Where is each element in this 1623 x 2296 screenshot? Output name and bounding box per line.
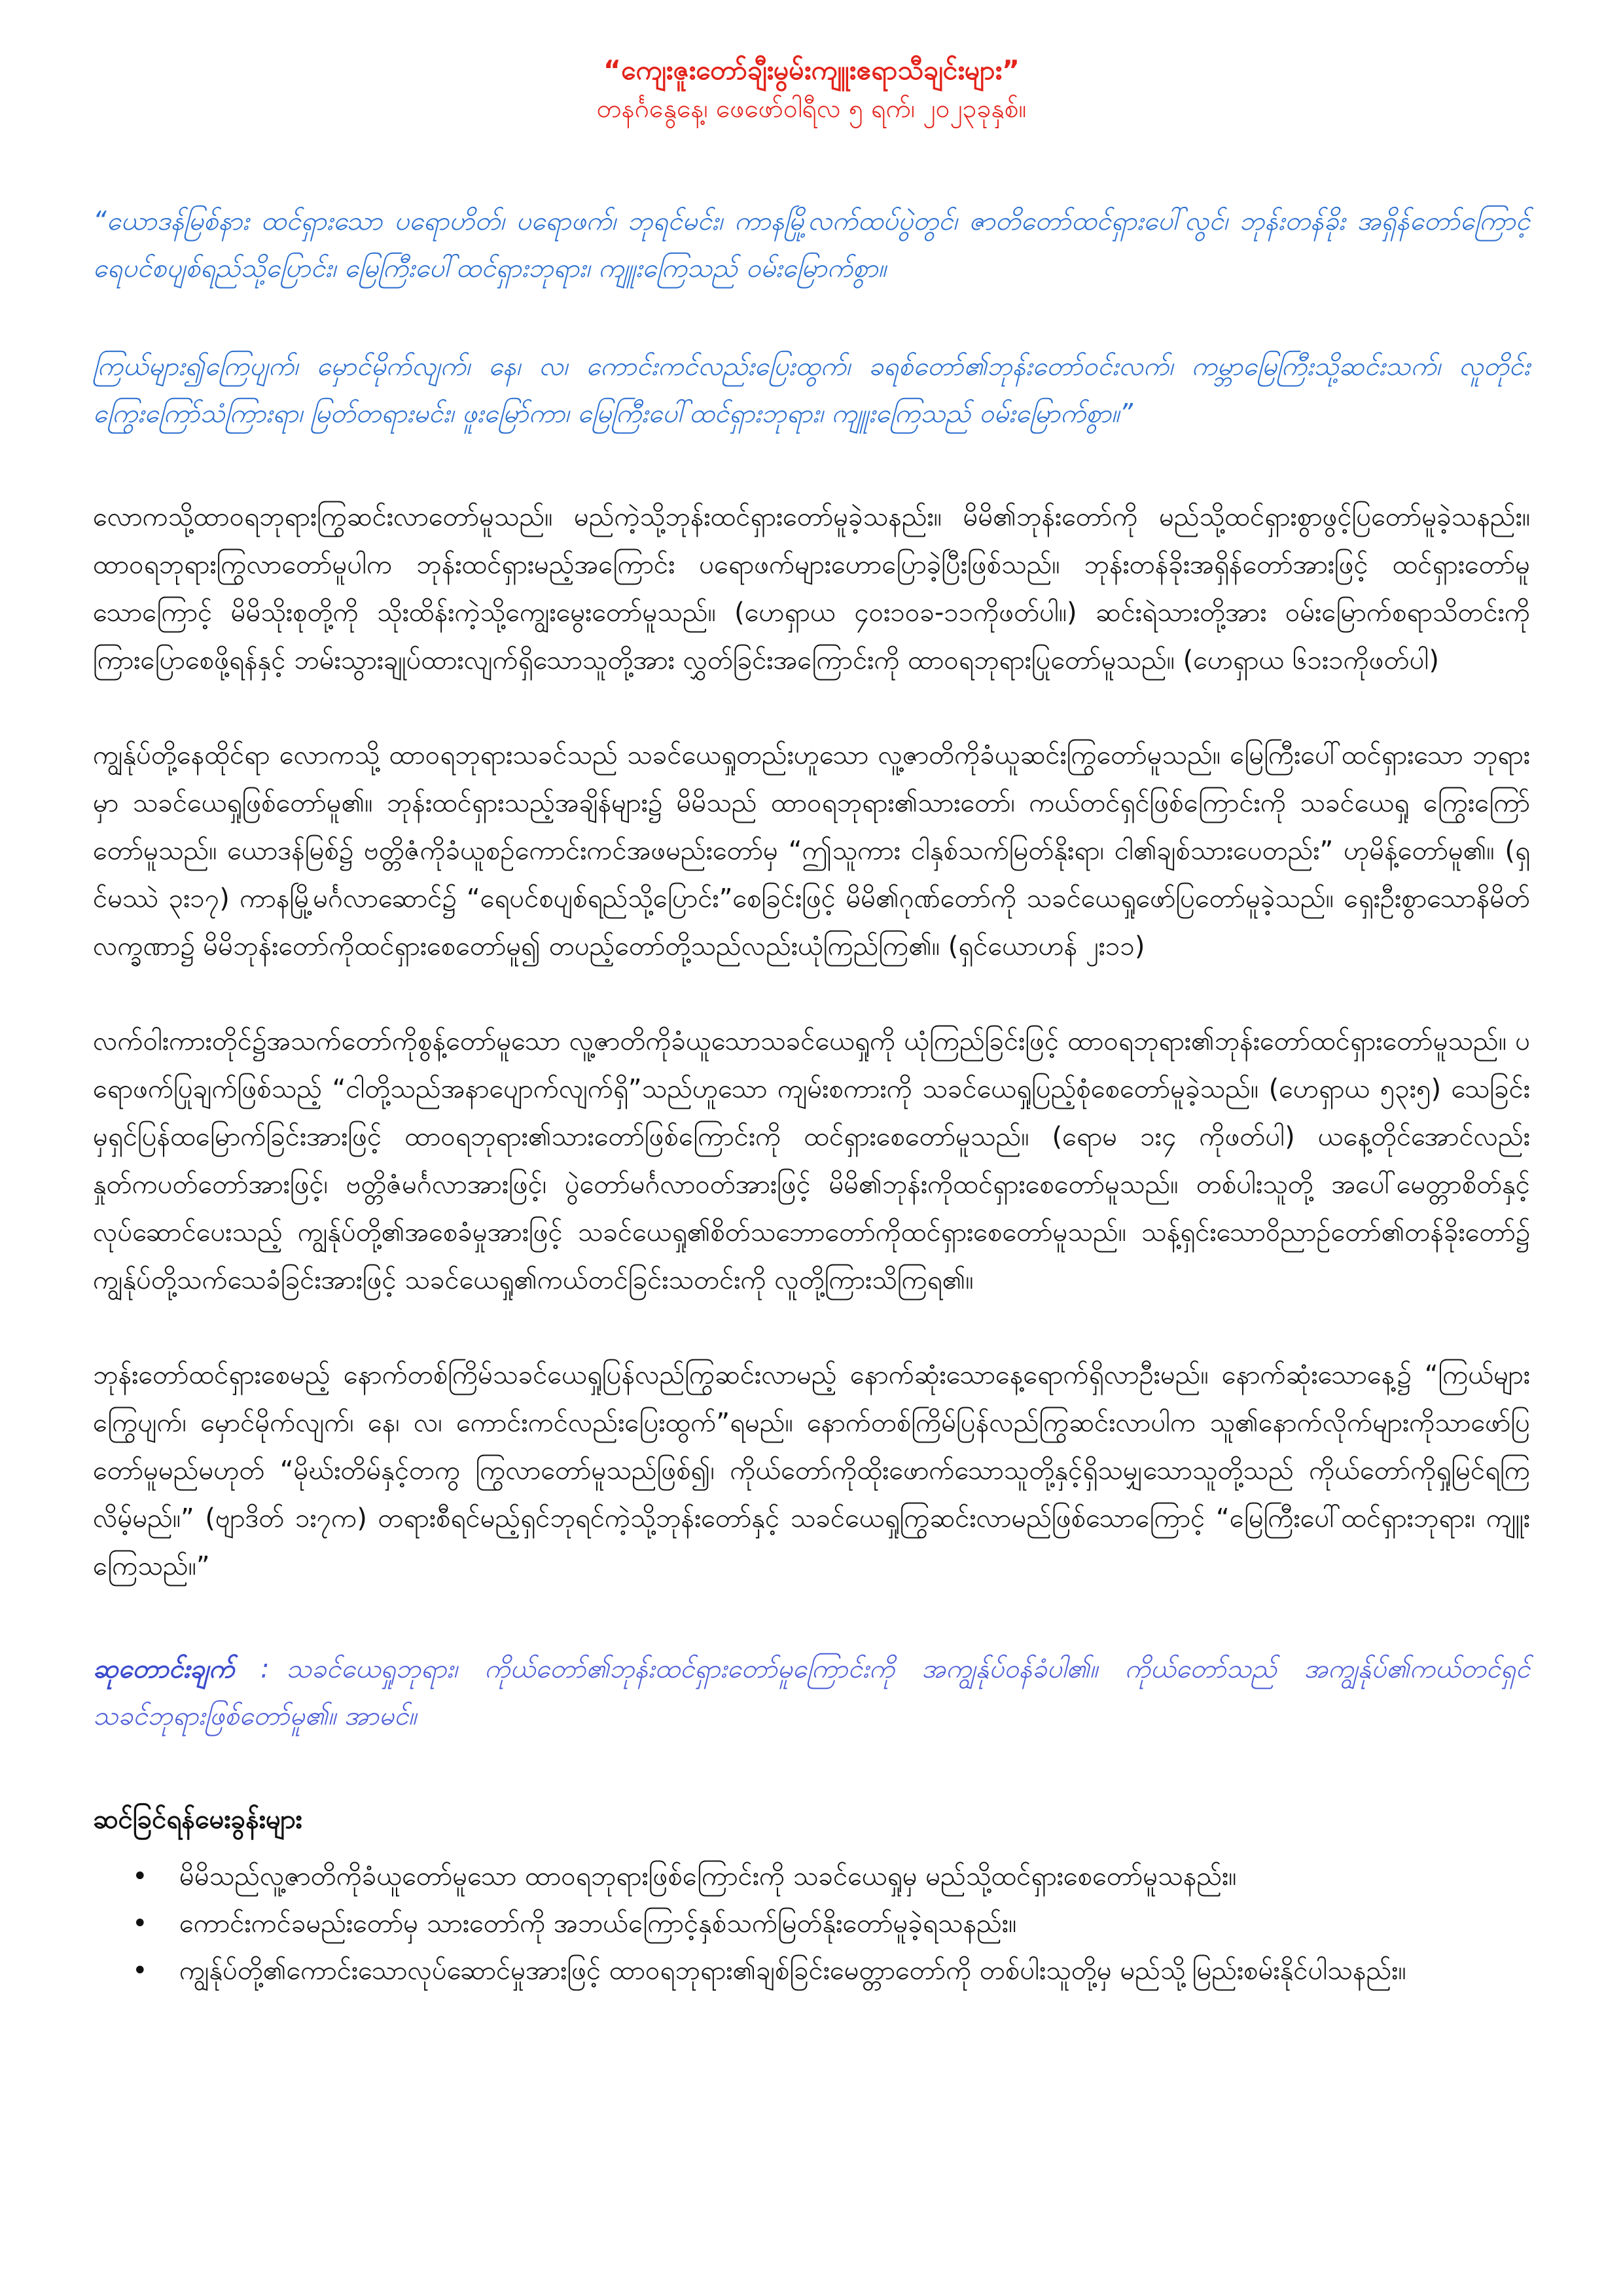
page-title: “ကျေးဇူးတော်ချီးမွမ်းကျူးဧရာသီချင်းများ” — [603, 54, 1020, 86]
question-text: ကောင်းကင်ခမည်းတော်မှ သားတော်ကို အဘယ်ကြောင့်နှစ်သက်မြတ်နိုးတော်မူခဲ့ရသနည်း။ — [179, 1908, 1017, 1939]
question-text: ကျွန်ုပ်တို့၏ကောင်းသောလုပ်ဆောင်မှုအားဖြင့် ထာဝရဘုရား၏ချစ်ခြင်းမေတ္တာတော်ကို တစ်ပါးသူတို့မှ မည်သို့မြည်းစမ်းနိုင်ပါသနည်း။ — [179, 1955, 1406, 1986]
hymn-verse-2: ကြယ်များ၍ကြေပျက်၊ မှောင်မိုက်လျက်၊ နေ၊ လ၊ ကောင်းကင်လည်းပြေးထွက်၊ ခရစ်တော်၏ဘုန်းတော်ဝင်းလက်၊ ကမ္ဘာမြေကြီးသို့ဆင်းသက်၊ လူတိုင်း ကြွေးကြော်သံကြားရာ၊ မြတ်တရားမင်း၊ ဖူးမြော်ကာ၊ မြေကြီးပေါ်ထင်ရှားဘုရား၊ ကျူးကြေသည် ဝမ်းမြောက်စွာ။” — [93, 351, 1530, 429]
question-text: မိမိသည်လူ့ဇာတိကိုခံယူတော်မူသော ထာဝရဘုရားဖြစ်ကြောင်းကို သခင်ယေရှုမှ မည်သို့ထင်ရှားစေတော်မူသနည်း။ — [179, 1861, 1237, 1892]
prayer-text: သခင်ယေရှုဘုရား၊ ကိုယ်တော်၏ဘုန်းထင်ရှားတော်မူကြောင်းကို အကျွန်ုပ်ဝန်ခံပါ၏။ ကိုယ်တော်သည် အကျွန်ုပ်၏ကယ်တင်ရှင်သခင်ဘုရားဖြစ်တော်မူ၏။ အာမင်။ — [93, 1653, 1530, 1731]
body-paragraph-3: လက်ဝါးကားတိုင်၌အသက်တော်ကိုစွန့်တော်မူသော လူ့ဇာတိကိုခံယူသောသခင်ယေရှုကို ယုံကြည်ခြင်းဖြင့် ထာဝရဘုရား၏ဘုန်းတော်ထင်ရှားတော်မူသည်။ ပရောဖက်ပြုချက်ဖြစ်သည့် “ငါတို့သည်အနာပျောက်လျက်ရှိ”သည်ဟူသော ကျမ်းစကားကို သခင်ယေရှုပြည့်စုံစေတော်မူခဲ့သည်။ (ဟေရှာယ ၅၃း၅) သေခြင်းမှရှင်ပြန်ထမြောက်ခြင်းအားဖြင့် ထာဝရဘုရား၏သားတော်ဖြစ်ကြောင်းကို ထင်ရှားစေတော်မူသည်။ (ရောမ ၁း၄ ကိုဖတ်ပါ) ယနေ့တိုင်အောင်လည်း နှုတ်ကပတ်တော်အားဖြင့်၊ ဗတ္တိဇံမင်္ဂလာအားဖြင့်၊ ပွဲတော်မင်္ဂလာဝတ်အားဖြင့် မိမိ၏ဘုန်းကိုထင်ရှားစေတော်မူသည်။ တစ်ပါးသူတို့ အပေါ်မေတ္တာစိတ်နှင့်လုပ်ဆောင်ပေးသည့် ကျွန်ုပ်တို့၏အစေခံမှုအားဖြင့် သခင်ယေရှု၏စိတ်သဘောတော်ကိုထင်ရှားစေတော်မူသည်။ သန့်ရှင်းသောဝိညာဉ်တော်၏တန်ခိုးတော်၌ ကျွန်ုပ်တို့သက်သေခံခြင်းအားဖြင့် သခင်ယေရှု၏ကယ်တင်ခြင်းသတင်းကို လူတို့ကြားသိကြရ၏။ — [93, 1026, 1530, 1295]
prayer-label: ဆုတောင်းချက် — [93, 1653, 235, 1684]
body-paragraph-2: ကျွန်ုပ်တို့နေထိုင်ရာ လောကသို့ ထာဝရဘုရားသခင်သည် သခင်ယေရှုတည်းဟူသော လူ့ဇာတိကိုခံယူဆင်းကြွတော်မူသည်။ မြေကြီးပေါ်ထင်ရှားသော ဘုရားမှာ သခင်ယေရှုဖြစ်တော်မူ၏။ ဘုန်းထင်ရှားသည့်အချိန်များ၌ မိမိသည် ထာဝရဘုရား၏သားတော်၊ ကယ်တင်ရှင်ဖြစ်ကြောင်းကို သခင်ယေရှု ကြွေးကြော်တော်မူသည်။ ယောဒန်မြစ်၌ ဗတ္တိဇံကိုခံယူစဉ်ကောင်းကင်အဖမည်းတော်မှ “ဤသူကား ငါနှစ်သက်မြတ်နိုးရာ၊ ငါ၏ချစ်သားပေတည်း” ဟုမိန့်တော်မူ၏။ (ရှင်မဿဲ ၃း၁၇) ကာနမြို့မင်္ဂလာဆောင်၌ “ရေပင်စပျစ်ရည်သို့ပြောင်း”စေခြင်းဖြင့် မိမိ၏ဂုဏ်တော်ကို သခင်ယေရှုဖော်ပြတော်မူခဲ့သည်။ ရှေးဦးစွာသောနိမိတ်လက္ခဏာ၌ မိမိဘုန်းတော်ကိုထင်ရှားစေတော်မူ၍ တပည့်တော်တို့သည်လည်းယုံကြည်ကြ၏။ (ရှင်ယောဟန် ၂း၁၁) — [93, 740, 1530, 961]
prayer-separator: : — [260, 1653, 270, 1684]
question-item — [132, 1947, 1530, 1994]
question-item — [132, 1853, 1530, 1900]
bullet-icon: • — [132, 1955, 148, 1986]
questions-list — [93, 1853, 1530, 1994]
questions-heading: ဆင်ခြင်ရန်မေးခွန်းများ — [93, 1804, 302, 1835]
hymn-verse-1: “ယောဒန်မြစ်နား ထင်ရှားသော ပရောဟိတ်၊ ပရောဖက်၊ ဘုရင်မင်း၊ ကာနမြို့လက်ထပ်ပွဲတွင်၊ ဇာတိတော်ထင်ရှားပေါ်လွင်၊ ဘုန်းတန်ခိုး အရှိန်တော်ကြောင့် ရေပင်စပျစ်ရည်သို့ပြောင်း၊ မြေကြီးပေါ်ထင်ရှားဘုရား၊ ကျူးကြေသည် ဝမ်းမြောက်စွာ။ — [93, 206, 1530, 283]
question-item — [132, 1900, 1530, 1947]
body-paragraph-4: ဘုန်းတော်ထင်ရှားစေမည့် နောက်တစ်ကြိမ်သခင်ယေရှုပြန်လည်ကြွဆင်းလာမည့် နောက်ဆုံးသောနေ့ရောက်ရှိလာဦးမည်။ နောက်ဆုံးသောနေ့၌ “ကြယ်များကြွေပျက်၊ မှောင်မိုက်လျက်၊ နေ၊ လ၊ ကောင်းကင်လည်းပြေးထွက်”ရမည်။ နောက်တစ်ကြိမ်ပြန်လည်ကြွဆင်းလာပါက သူ၏နောက်လိုက်များကိုသာဖော်ပြတော်မူမည်မဟုတ် “မိုဃ်းတိမ်နှင့်တကွ ကြွလာတော်မူသည်ဖြစ်၍၊ ကိုယ်တော်ကိုထိုးဖောက်သောသူတို့နှင့်ရှိသမျှသောသူတို့သည် ကိုယ်တော်ကိုရှုမြင်ရကြလိမ့်မည်။” (ဗျာဒိတ် ၁း၇က) တရားစီရင်မည့်ရှင်ဘုရင်ကဲ့သို့ဘုန်းတော်နှင့် သခင်ယေရှုကြွဆင်းလာမည်ဖြစ်သောကြောင့် “မြေကြီးပေါ်ထင်ရှားဘုရား၊ ကျူးကြေသည်။” — [93, 1359, 1530, 1581]
prayer-block — [93, 1645, 1530, 1740]
body-paragraph-1: လောကသို့ထာဝရဘုရားကြွဆင်းလာတော်မူသည်။ မည်ကဲ့သို့ဘုန်းထင်ရှားတော်မူခဲ့သနည်း။ မိမိ၏ဘုန်းတော်ကို မည်သို့ထင်ရှားစွာဖွင့်ပြတော်မူခဲ့သနည်း။ ထာဝရဘုရားကြွလာတော်မူပါက ဘုန်းထင်ရှားမည့်အကြောင်း ပရောဖက်များဟောပြောခဲ့ပြီးဖြစ်သည်။ ဘုန်းတန်ခိုးအရှိန်တော်အားဖြင့် ထင်ရှားတော်မူသောကြောင့် မိမိသိုးစုတို့ကို သိုးထိန်းကဲ့သို့ကျွေးမွေးတော်မူသည်။ (ဟေရှာယ ၄၀း၁၀ခ-၁၁ကိုဖတ်ပါ။) ဆင်းရဲသားတို့အား ဝမ်းမြောက်စရာသိတင်းကို ကြားပြောစေဖို့ရန်နှင့် ဘမ်းသွားချုပ်ထားလျက်ရှိသောသူတို့အား လွှတ်ခြင်းအကြောင်းကို ထာဝရဘုရားပြုတော်မူသည်။ (ဟေရှာယ ၆၁း၁ကိုဖတ်ပါ) — [93, 501, 1530, 675]
bullet-icon: • — [132, 1908, 148, 1939]
page-date: တနင်္ဂနွေနေ့၊ ဖေဖော်ဝါရီလ ၅ ရက်၊ ၂၀၂၃ခုနှစ်။ — [596, 94, 1027, 124]
bullet-icon: • — [132, 1861, 148, 1892]
